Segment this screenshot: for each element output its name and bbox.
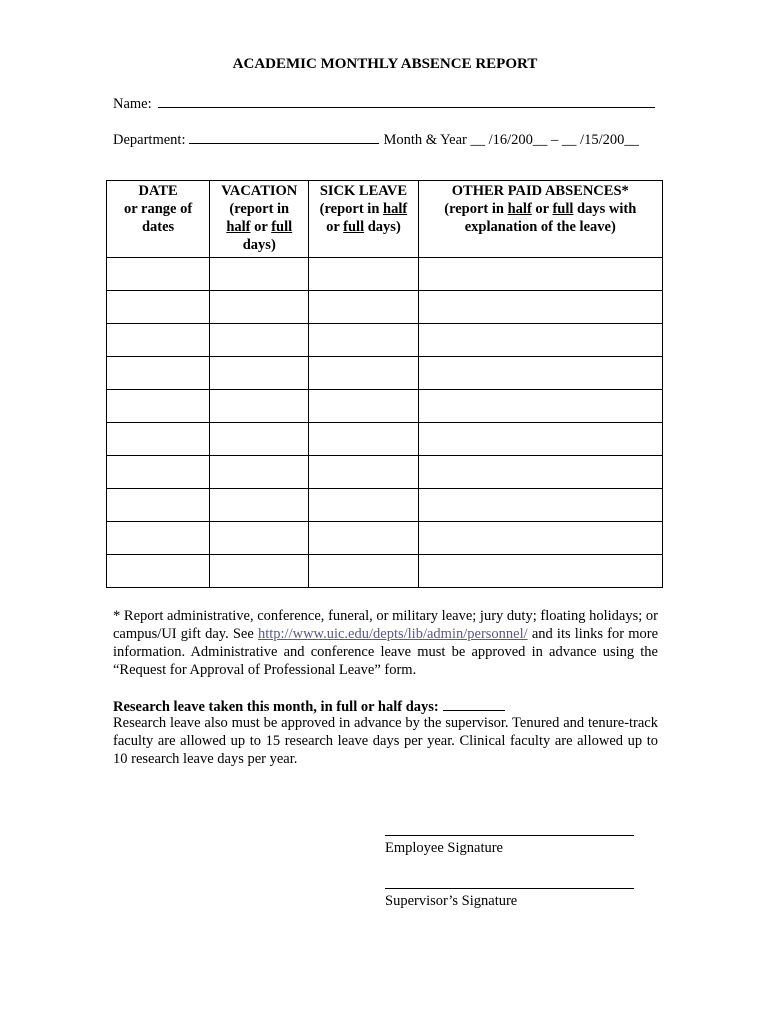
table-cell[interactable] — [309, 291, 418, 324]
department-row — [113, 129, 639, 149]
research-leave-field[interactable] — [443, 696, 505, 711]
table-cell[interactable] — [210, 555, 309, 588]
table-cell[interactable] — [107, 423, 210, 456]
employee-signature-line[interactable] — [385, 835, 634, 836]
table-cell[interactable] — [210, 324, 309, 357]
table-cell[interactable] — [418, 522, 662, 555]
page-title: ACADEMIC MONTHLY ABSENCE REPORT — [232, 56, 538, 72]
table-cell[interactable] — [309, 522, 418, 555]
absence-table — [106, 180, 663, 588]
table-cell[interactable] — [210, 291, 309, 324]
name-row — [113, 93, 655, 113]
table-cell[interactable] — [210, 423, 309, 456]
header-other-paid-absences: OTHER PAID ABSENCES* (report in half or full days with explanation of the leave) — [418, 181, 662, 258]
table-row — [107, 489, 663, 522]
table-cell[interactable] — [210, 258, 309, 291]
table-header-row — [107, 181, 663, 258]
table-cell[interactable] — [107, 489, 210, 522]
table-cell[interactable] — [210, 357, 309, 390]
table-row — [107, 291, 663, 324]
research-leave-text: Research leave also must be approved in advance by the supervisor. Tenured and tenure-track faculty are allowed up to 15 research leave days per year. Clinical faculty are allowed up to 10 research leave days per year. — [113, 715, 658, 767]
table-cell[interactable] — [210, 456, 309, 489]
table-row — [107, 423, 663, 456]
name-field[interactable] — [158, 93, 655, 108]
table-cell[interactable] — [210, 522, 309, 555]
personnel-link[interactable]: http://www.uic.edu/depts/lib/admin/personnel/ — [257, 626, 528, 642]
header-date: DATE or range of dates — [107, 181, 210, 258]
table-cell[interactable] — [418, 258, 662, 291]
table-cell[interactable] — [418, 390, 662, 423]
table-cell[interactable] — [418, 423, 662, 456]
footnote: * Report administrative, conference, funeral, or military leave; jury duty; floating holidays; or campus/UI gift day. See http://www.uic.edu/depts/lib/admin/personnel/ and its links for more information. Administrative and conference leave must be approved in advance using the “Request for Approval of Professional Leave” form. — [113, 608, 658, 678]
table-cell[interactable] — [418, 489, 662, 522]
department-field[interactable] — [189, 129, 379, 144]
table-row — [107, 555, 663, 588]
table-cell[interactable] — [418, 357, 662, 390]
table-row — [107, 324, 663, 357]
table-cell[interactable] — [309, 390, 418, 423]
supervisor-signature-line[interactable] — [385, 888, 634, 889]
table-cell[interactable] — [309, 489, 418, 522]
table-cell[interactable] — [418, 324, 662, 357]
employee-signature-label: Employee Signature — [385, 840, 503, 856]
table-cell[interactable] — [107, 324, 210, 357]
table-row — [107, 258, 663, 291]
department-label: Department: — [113, 132, 186, 148]
month-year-label[interactable]: Month & Year __ /16/200__ – __ /15/200__ — [383, 132, 639, 148]
table-cell[interactable] — [107, 390, 210, 423]
header-vacation: VACATION (report in half or full days) — [210, 181, 309, 258]
table-row — [107, 456, 663, 489]
table-cell[interactable] — [309, 555, 418, 588]
table-cell[interactable] — [107, 456, 210, 489]
supervisor-signature-label: Supervisor’s Signature — [385, 893, 518, 909]
table-cell[interactable] — [107, 555, 210, 588]
table-row — [107, 357, 663, 390]
table-cell[interactable] — [309, 324, 418, 357]
table-cell[interactable] — [210, 390, 309, 423]
table-row — [107, 522, 663, 555]
research-leave-heading: Research leave taken this month, in full or half days: — [113, 696, 505, 716]
table-cell[interactable] — [107, 291, 210, 324]
name-label: Name: — [113, 96, 152, 112]
table-cell[interactable] — [210, 489, 309, 522]
table-cell[interactable] — [309, 357, 418, 390]
table-cell[interactable] — [309, 423, 418, 456]
table-cell[interactable] — [107, 522, 210, 555]
table-cell[interactable] — [309, 456, 418, 489]
table-cell[interactable] — [107, 258, 210, 291]
table-cell[interactable] — [309, 258, 418, 291]
table-cell[interactable] — [418, 456, 662, 489]
table-cell[interactable] — [418, 555, 662, 588]
table-cell[interactable] — [107, 357, 210, 390]
header-sick-leave: SICK LEAVE (report in half or full days) — [309, 181, 418, 258]
table-cell[interactable] — [418, 291, 662, 324]
table-row — [107, 390, 663, 423]
absence-table-body — [107, 258, 663, 588]
